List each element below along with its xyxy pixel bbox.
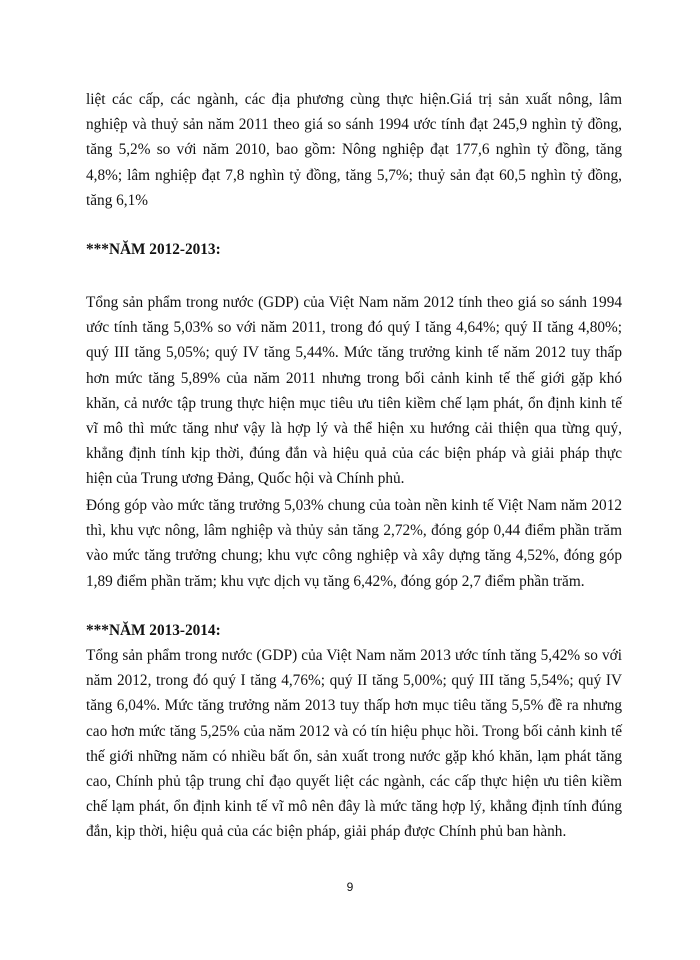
heading-year-2012-2013: ***NĂM 2012-2013: (86, 241, 221, 258)
heading-year-2013-2014: ***NĂM 2013-2014: (86, 622, 221, 639)
paragraph-gdp-2012: Tổng sản phẩm trong nước (GDP) của Việt Nam năm 2012 tính theo giá so sánh 1994 ước tính tăng 5,03% so với năm 2011, trong đó quý I tăng 4,64%; quý II tăng 4,80%; quý III tăng 5,05%; quý IV tăng 5,44%. Mức tăng trưởng kinh tế năm 2012 tuy thấp hơn mức tăng 5,89% của năm 2011 nhưng trong bối cảnh kinh tế thế giới gặp khó khăn, cả nước tập trung thực hiện mục tiêu ưu tiên kiềm chế lạm phát, ổn định kinh tế vĩ mô thì mức tăng như vậy là hợp lý và thể hiện xu hướng cải thiện qua từng quý, khẳng định tính kịp thời, đúng đắn và hiệu quả của các biện pháp và giải pháp thực hiện của Trung ương Đảng, Quốc hội và Chính phủ. (86, 294, 622, 488)
paragraph-gdp-2013: Tổng sản phẩm trong nước (GDP) của Việt Nam năm 2013 ước tính tăng 5,42% so với năm 2012, trong đó quý I tăng 4,76%; quý II tăng 5,00%; quý III tăng 5,54%; quý IV tăng 6,04%. Mức tăng trưởng năm 2013 tuy thấp hơn mục tiêu tăng 5,5% đề ra nhưng cao hơn mức tăng 5,25% của năm 2012 và có tín hiệu phục hồi. Trong bối cảnh kinh tế thế giới những năm có nhiều bất ổn, sản xuất trong nước gặp khó khăn, lạm phát tăng cao, Chính phủ tập trung chỉ đạo quyết liệt các ngành, các cấp thực hiện ưu tiên kiềm chế lạm phát, ổn định kinh tế vĩ mô nên đây là mức tăng hợp lý, khẳng định tính đúng đắn, kịp thời, hiệu quả của các biện pháp, giải pháp được Chính phủ ban hành. (86, 647, 622, 841)
paragraph-agriculture-2011: liệt các cấp, các ngành, các địa phương cùng thực hiện.Giá trị sản xuất nông, lâm nghiệp và thuỷ sản năm 2011 theo giá so sánh 1994 ước tính đạt 245,9 nghìn tỷ đồng, tăng 5,2% so với năm 2010, bao gồm: Nông nghiệp đạt 177,6 nghìn tỷ đồng, tăng 4,8%; lâm nghiệp đạt 7,8 nghìn tỷ đồng, tăng 5,7%; thuỷ sản đạt 60,5 nghìn tỷ đồng, tăng 6,1% (86, 91, 622, 209)
paragraph-growth-contribution-2012: Đóng góp vào mức tăng trưởng 5,03% chung của toàn nền kinh tế Việt Nam năm 2012 thì, khu vực nông, lâm nghiệp và thủy sản tăng 2,72%, đóng góp 0,44 điểm phần trăm vào mức tăng trưởng chung; khu vực công nghiệp và xây dựng tăng 4,52%, đóng góp 1,89 điểm phần trăm; khu vực dịch vụ tăng 6,42%, đóng góp 2,7 điểm phần trăm. (86, 497, 622, 590)
page-number: 9 (346, 880, 354, 894)
